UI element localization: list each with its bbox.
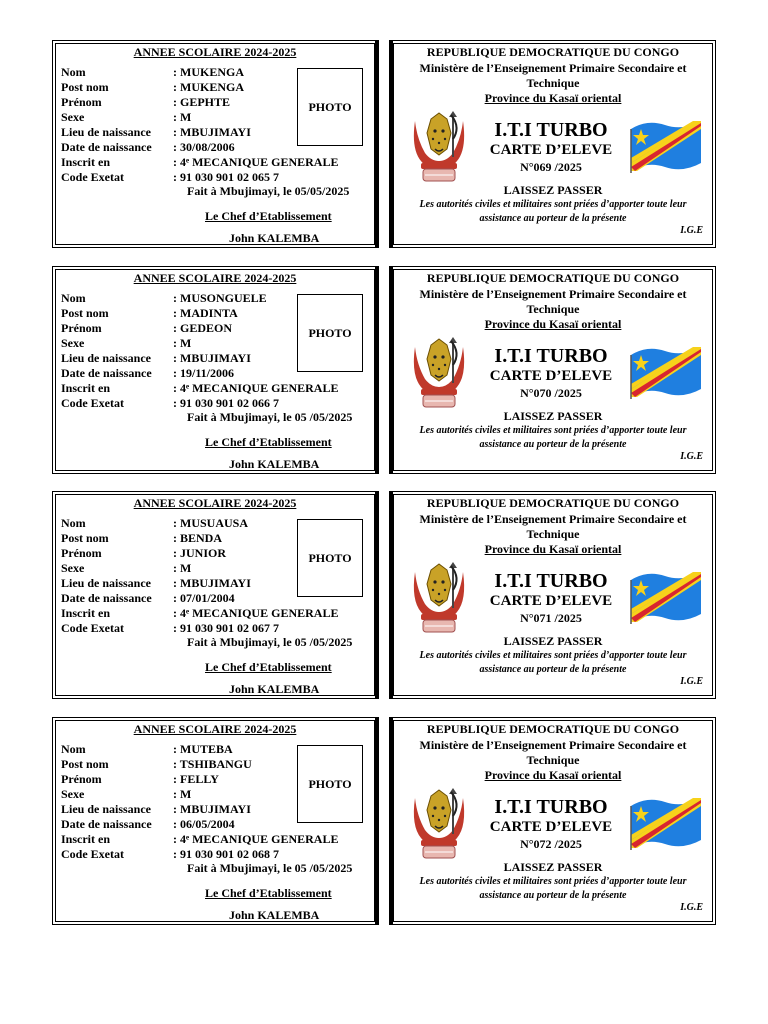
republic-title: REPUBLIQUE DEMOCRATIQUE DU CONGO [426,271,680,285]
field-label: Code Exetat [61,396,124,410]
republic-title: REPUBLIQUE DEMOCRATIQUE DU CONGO [426,722,680,736]
field-value: : GEPHTE [173,95,231,109]
field-value: : MUTEBA [173,742,233,756]
field-label: Lieu de naissance [61,125,152,139]
field-label: Date de naissance [61,817,152,831]
field-label: Inscrit en [61,606,110,620]
student-card-front [52,717,378,925]
school-year: ANNEE SCOLAIRE 2024-2025 [133,45,297,59]
photo-placeholder: PHOTO [297,294,363,372]
coat-of-arms-icon [407,109,471,189]
coat-of-arms-icon [407,560,471,640]
field-label: Sexe [61,787,85,801]
field-label: Sexe [61,110,85,124]
field-value: : M [173,110,192,124]
drc-flag-icon [627,343,705,403]
field-value: : 30/08/2006 [173,140,235,154]
coat-of-arms-icon [407,335,471,415]
field-label: Nom [61,742,86,756]
card-type: CARTE D’ELEVE [489,819,613,835]
issue-place-date: Fait à Mbujimayi, le 05 /05/2025 [187,410,353,424]
field-label: Nom [61,291,86,305]
field-value: : MBUJIMAYI [173,802,251,816]
authority-notice: Les autorités civiles et militaires sont priées d’apporter toute leur assistance au porteur de la présente [419,425,687,450]
director-name: John KALEMBA [229,457,320,471]
field-value: : M [173,561,192,575]
card-row [0,266,768,474]
field-value: : MUSUAUSA [173,516,248,530]
field-label: Code Exetat [61,847,124,861]
chef-title: Le Chef d’Etablissement [205,660,332,674]
field-value: : M [173,336,192,350]
field-value: : 91 030 901 02 067 7 [173,621,279,635]
coat-of-arms-icon [407,786,471,866]
student-card-back [390,40,716,248]
field-value: : 4ᵉ MECANIQUE GENERALE [173,832,339,846]
field-label: Post nom [61,531,109,545]
ige-mark: I.G.E [680,676,703,687]
field-label: Date de naissance [61,140,152,154]
student-card-back [390,266,716,474]
field-label: Lieu de naissance [61,802,152,816]
field-value: : MUKENGA [173,80,244,94]
field-label: Prénom [61,321,102,335]
field-value: : 4ᵉ MECANIQUE GENERALE [173,381,339,395]
field-value: : MUSONGUELE [173,291,267,305]
chef-title: Le Chef d’Etablissement [205,886,332,900]
director-name: John KALEMBA [229,231,320,245]
issue-place-date: Fait à Mbujimayi, le 05 /05/2025 [187,861,353,875]
photo-placeholder: PHOTO [297,519,363,597]
school-name: I.T.I TURBO [494,345,608,367]
field-label: Nom [61,516,86,530]
field-value: : GEDEON [173,321,233,335]
field-label: Post nom [61,306,109,320]
field-label: Code Exetat [61,170,124,184]
photo-placeholder: PHOTO [297,745,363,823]
student-card-back [390,717,716,925]
authority-notice: Les autorités civiles et militaires sont priées d’apporter toute leur assistance au porteur de la présente [419,650,687,675]
field-value: : MBUJIMAYI [173,125,251,139]
field-label: Lieu de naissance [61,576,152,590]
ige-mark: I.G.E [680,225,703,236]
field-label: Date de naissance [61,366,152,380]
field-value: : M [173,787,192,801]
school-name: I.T.I TURBO [494,570,608,592]
field-label: Sexe [61,336,85,350]
field-label: Sexe [61,561,85,575]
field-label: Inscrit en [61,381,110,395]
republic-title: REPUBLIQUE DEMOCRATIQUE DU CONGO [426,496,680,510]
province-title: Province du Kasaï oriental [484,542,622,556]
field-value: : JUNIOR [173,546,226,560]
card-type: CARTE D’ELEVE [489,593,613,609]
director-name: John KALEMBA [229,682,320,696]
field-label: Prénom [61,95,102,109]
field-label: Date de naissance [61,591,152,605]
school-year: ANNEE SCOLAIRE 2024-2025 [133,271,297,285]
chef-title: Le Chef d’Etablissement [205,209,332,223]
ministry-title: Ministère de l’Enseignement Primaire Secondaire et Technique [419,512,687,541]
student-card-front [52,491,378,699]
field-label: Prénom [61,546,102,560]
field-label: Inscrit en [61,155,110,169]
field-value: : FELLY [173,772,219,786]
pass-title: LAISSEZ PASSER [503,409,603,423]
pass-title: LAISSEZ PASSER [503,634,603,648]
field-value: : 06/05/2004 [173,817,235,831]
field-value: : MUKENGA [173,65,244,79]
field-inscrit-en [61,155,338,170]
field-value: : 91 030 901 02 065 7 [173,170,279,184]
field-value: : 07/01/2004 [173,591,235,605]
ige-mark: I.G.E [680,451,703,462]
republic-title: REPUBLIQUE DEMOCRATIQUE DU CONGO [426,45,680,59]
field-inscrit-en [61,381,338,396]
card-row [0,491,768,699]
photo-placeholder: PHOTO [297,68,363,146]
province-title: Province du Kasaï oriental [484,768,622,782]
field-value: : MBUJIMAYI [173,576,251,590]
school-year: ANNEE SCOLAIRE 2024-2025 [133,722,297,736]
field-value: : 91 030 901 02 066 7 [173,396,279,410]
field-label: Lieu de naissance [61,351,152,365]
field-code-exetat [61,396,338,411]
field-label: Post nom [61,80,109,94]
student-card-front [52,266,378,474]
ministry-title: Ministère de l’Enseignement Primaire Secondaire et Technique [419,61,687,90]
pass-title: LAISSEZ PASSER [503,183,603,197]
field-value: : TSHIBANGU [173,757,252,771]
field-label: Inscrit en [61,832,110,846]
field-label: Post nom [61,757,109,771]
province-title: Province du Kasaï oriental [484,317,622,331]
field-value: : 91 030 901 02 068 7 [173,847,279,861]
field-value: : 4ᵉ MECANIQUE GENERALE [173,155,339,169]
student-card-front [52,40,378,248]
card-number: N°070 /2025 [520,386,582,400]
ministry-title: Ministère de l’Enseignement Primaire Secondaire et Technique [419,738,687,767]
card-row [0,717,768,925]
ministry-title: Ministère de l’Enseignement Primaire Secondaire et Technique [419,287,687,316]
field-code-exetat [61,847,338,862]
card-number: N°069 /2025 [520,160,582,174]
card-number: N°072 /2025 [520,837,582,851]
field-value: : BENDA [173,531,223,545]
school-year: ANNEE SCOLAIRE 2024-2025 [133,496,297,510]
drc-flag-icon [627,117,705,177]
province-title: Province du Kasaï oriental [484,91,622,105]
card-number: N°071 /2025 [520,611,582,625]
school-name: I.T.I TURBO [494,796,608,818]
field-value: : 4ᵉ MECANIQUE GENERALE [173,606,339,620]
card-row [0,40,768,248]
issue-place-date: Fait à Mbujimayi, le 05 /05/2025 [187,635,353,649]
issue-place-date: Fait à Mbujimayi, le 05/05/2025 [187,184,350,198]
drc-flag-icon [627,794,705,854]
director-name: John KALEMBA [229,908,320,922]
drc-flag-icon [627,568,705,628]
field-value: : 19/11/2006 [173,366,235,380]
field-label: Code Exetat [61,621,124,635]
chef-title: Le Chef d’Etablissement [205,435,332,449]
pass-title: LAISSEZ PASSER [503,860,603,874]
field-label: Prénom [61,772,102,786]
authority-notice: Les autorités civiles et militaires sont priées d’apporter toute leur assistance au porteur de la présente [419,876,687,901]
field-inscrit-en [61,606,338,621]
school-name: I.T.I TURBO [494,119,608,141]
card-type: CARTE D’ELEVE [489,368,613,384]
field-code-exetat [61,170,338,185]
ige-mark: I.G.E [680,902,703,913]
field-code-exetat [61,621,338,636]
field-value: : MADINTA [173,306,238,320]
field-value: : MBUJIMAYI [173,351,251,365]
student-card-back [390,491,716,699]
card-type: CARTE D’ELEVE [489,142,613,158]
field-inscrit-en [61,832,338,847]
authority-notice: Les autorités civiles et militaires sont priées d’apporter toute leur assistance au porteur de la présente [419,199,687,224]
field-label: Nom [61,65,86,79]
